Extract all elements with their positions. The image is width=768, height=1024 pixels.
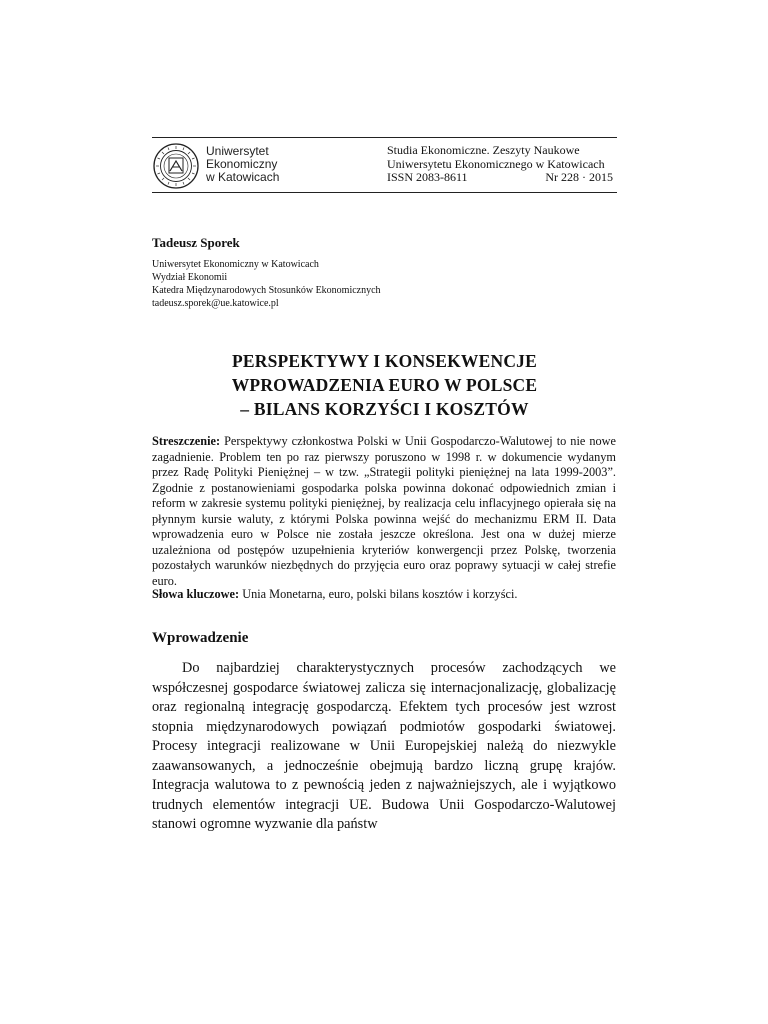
university-name-line3: w Katowicach bbox=[206, 170, 280, 184]
journal-issue: Nr 228 · 2015 bbox=[545, 170, 613, 184]
journal-issn: ISSN 2083-8611 bbox=[387, 170, 468, 184]
university-seal-icon bbox=[153, 143, 199, 189]
keywords bbox=[152, 587, 616, 603]
keywords-text: Unia Monetarna, euro, polski bilans kosztów i korzyści. bbox=[242, 587, 518, 601]
university-name-line1: Uniwersytet bbox=[206, 144, 269, 158]
header-bottom-rule bbox=[152, 192, 617, 193]
abstract bbox=[152, 434, 616, 589]
author-affiliation bbox=[152, 258, 381, 310]
university-name bbox=[206, 145, 279, 184]
affiliation-department: Katedra Międzynarodowych Stosunków Ekonomicznych bbox=[152, 285, 381, 296]
title-line2: WPROWADZENIA EURO W POLSCE bbox=[231, 375, 538, 395]
affiliation-university: Uniwersytet Ekonomiczny w Katowicach bbox=[152, 259, 319, 270]
title-line1: PERSPEKTYWY I KONSEKWENCJE bbox=[231, 351, 537, 371]
journal-info bbox=[387, 144, 617, 185]
header-top-rule bbox=[152, 137, 617, 138]
article-title bbox=[152, 349, 617, 421]
journal-subtitle: Uniwersytetu Ekonomicznego w Katowicach bbox=[387, 156, 605, 171]
title-line3: – BILANS KORZYŚCI I KOSZTÓW bbox=[240, 399, 529, 419]
author-name: Tadeusz Sporek bbox=[152, 235, 240, 250]
journal-meta bbox=[387, 171, 613, 185]
author-email: tadeusz.sporek@ue.katowice.pl bbox=[152, 298, 279, 309]
abstract-label: Streszczenie: bbox=[152, 434, 225, 448]
section-heading: Wprowadzenie bbox=[152, 630, 249, 646]
abstract-text: Perspektywy członkostwa Polski w Unii Gospodarczo-Walutowej to nie nowe zagadnienie. Problem ten po raz pierwszy poruszono w 1998 r. w dokumencie wydanym przez Radę Polityki Pieniężnej – w tzw. „Strategii polityki pieniężnej na lata 1999-2003”. Zgodnie z postanowieniami gospodarka polska powinna dokonać odpowiednich zmian i reform w zakresie systemu polityki pieniężnej, by realizacja celu inflacyjnego opierała się na płynnym kursie waluty, z którymi Polska powinna wejść do mechanizmu ERM II. Data wprowadzenia euro w Polsce nie została jeszcze określona. Jest ona w dużej mierze uzależniona od postępów uzupełnienia kryteriów konwergencji przez Polskę, tworzenia pozostałych warunków niezbędnych do przyjęcia euro oraz poprawy sytuacji w całej strefie euro. bbox=[152, 434, 616, 588]
journal-title: Studia Ekonomiczne. Zeszyty Naukowe bbox=[387, 143, 580, 157]
affiliation-faculty: Wydział Ekonomii bbox=[152, 272, 228, 283]
university-name-line2: Ekonomiczny bbox=[206, 157, 278, 171]
section-paragraph: Do najbardziej charakterystycznych procesów zachodzących we współczesnej gospodarce światowej zalicza się internacjonalizację, globalizację oraz regionalną integrację gospodarczą. Efektem tych procesów jest wzrost stopnia międzynarodowych powiązań podmiotów gospodarki światowej. Procesy integracji realizowane w Unii Europejskiej należą do niezwykle zaawansowanych, a jednocześnie obejmują bardzo liczną grupę krajów. Integracja walutowa to z pewnością jeden z najważniejszych, ale i wyjątkowo trudnych elementów integracji UE. Budowa Unii Gospodarczo-Walutowej stanowi ogromne wyzwanie dla państw bbox=[152, 660, 616, 832]
keywords-label: Słowa kluczowe: bbox=[152, 587, 243, 601]
